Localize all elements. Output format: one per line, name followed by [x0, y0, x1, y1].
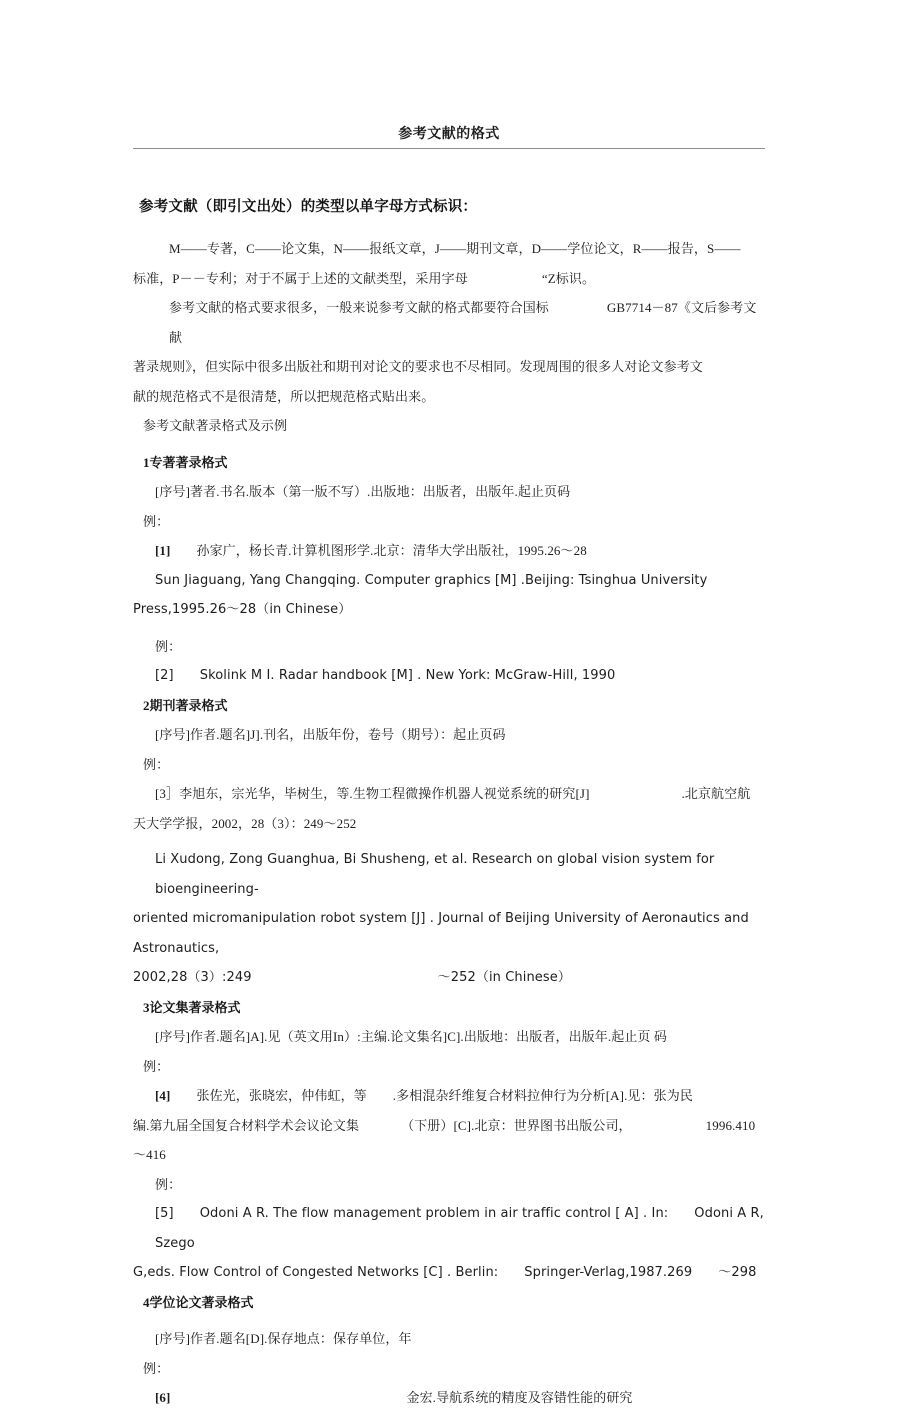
spacer-block	[133, 441, 767, 448]
spacer-block	[133, 1317, 767, 1324]
reference-4-line-2-part-c: 1996.410～416	[133, 1117, 756, 1162]
intro-para-line-1-part-b: GB7714－87《文后参考文献	[169, 300, 757, 345]
reference-3-en-line-3	[133, 963, 767, 993]
intro-para-line-2: 著录规则》，但实际中很多出版社和期刊对论文的要求也不尽相同。发现周围的很多人对论文参考文	[133, 359, 703, 374]
reference-6-number: [6]	[155, 1390, 171, 1405]
intro-para-line-3: 献的规范格式不是很清楚，所以把规范格式贴出来。	[133, 388, 435, 404]
intro-para-line-1	[133, 293, 767, 352]
intro-para-line-1-part-a: 参考文献的格式要求很多，一般来说参考文献的格式都要符合国标	[169, 300, 549, 315]
reference-4-line-2	[133, 1111, 767, 1170]
reference-2	[133, 661, 767, 691]
spacer-block	[133, 838, 767, 845]
reference-6	[133, 1383, 767, 1413]
reference-3-en-line-1: Li Xudong, Zong Guanghua, Bi Shusheng, et al. Research on global vision system for bioengineering-	[155, 852, 719, 897]
reference-4-line-1-part-b: .多相混杂纤维复合材料拉伸行为分析[A].见：张为民	[392, 1088, 693, 1103]
section-1-heading: 1专著著录格式	[143, 454, 228, 470]
reference-3-line-1-part-b: .北京航空航	[681, 786, 751, 801]
section-4-heading: 4学位论文著录格式	[143, 1294, 254, 1310]
section-1-example-label-2: 例：	[155, 638, 182, 654]
types-line-2	[133, 264, 767, 294]
reference-5-number: [5]	[155, 1206, 174, 1221]
reference-5-line-1-part-a: Odoni A R. The flow management problem in air traffic control [ A] . In:	[199, 1206, 669, 1221]
section-3-heading: 3论文集著录格式	[143, 999, 241, 1015]
section-2-pattern: [序号]作者.题名]J].刊名，出版年份，卷号（期号）：起止页码	[155, 727, 506, 742]
spacer-block	[133, 625, 767, 632]
page-title: 参考文献的格式	[398, 126, 500, 142]
document-body	[133, 196, 767, 1413]
reference-1-en-line-1: Sun Jiaguang, Yang Changqing. Computer graphics [M] .Beijing: Tsinghua University	[155, 572, 708, 588]
reference-3-en-line-2: oriented micromanipulation robot system [J] . Journal of Beijing University of Aeronautics and Astronautics,	[133, 911, 754, 956]
reference-5-line-2-part-a: G,eds. Flow Control of Congested Networks [C] . Berlin:	[133, 1265, 499, 1280]
section-4-pattern: [序号]作者.题名[D].保存地点：保存单位，年	[155, 1331, 412, 1346]
section-2-example-label: 例：	[143, 756, 170, 772]
reference-1	[133, 536, 767, 566]
section-2-heading: 2期刊著录格式	[143, 697, 228, 713]
reference-2-number: [2]	[155, 668, 174, 683]
reference-3-en-line-3-part-b: ～252（in Chinese）	[437, 970, 571, 985]
reference-1-en-line-2: Press,1995.26～28（in Chinese）	[133, 602, 352, 617]
reference-5-line-2-part-c: ～298	[718, 1265, 757, 1280]
section-3-example-label-2: 例：	[155, 1176, 182, 1192]
reference-3-en-line-3-part-a: 2002,28（3）:249	[133, 970, 252, 985]
section-heading-types: 参考文献（即引文出处）的类型以单字母方式标识：	[139, 199, 478, 215]
section-3-pattern: [序号]作者.题名]A].见（英文用In）:主编.论文集名]C].出版地：出版者，出版年.起止页 码	[155, 1029, 667, 1044]
reference-4-number: [4]	[155, 1088, 171, 1103]
section-1-pattern: [序号]著者.书名.版本（第一版不写）.出版地：出版者，出版年.起止页码	[155, 484, 571, 499]
reference-5-line-1-part-b: Odoni A R, Szego	[155, 1206, 769, 1251]
reference-6-text: 金宏.导航系统的精度及容错性能的研究	[406, 1390, 633, 1405]
reference-5-line-1	[133, 1199, 767, 1258]
reference-3-line-1	[133, 779, 767, 809]
reference-1-number: [1]	[155, 543, 171, 558]
formats-and-examples-label: 参考文献著录格式及示例	[143, 418, 288, 433]
reference-2-text: Skolink M I. Radar handbook [M] . New York: McGraw-Hill, 1990	[199, 668, 616, 683]
reference-1-text: 孙家广，杨长青.计算机图形学.北京：清华大学出版社，1995.26～28	[196, 543, 587, 558]
reference-4-line-2-part-a: 编.第九届全国复合材料学术会议论文集	[133, 1117, 360, 1133]
section-4-example-label: 例：	[143, 1360, 170, 1376]
types-line-1: M——专著，C——论文集，N——报纸文章，J——期刊文章，D——学位论文，R——报告，S——	[169, 241, 741, 256]
reference-5-line-2-part-b: Springer-Verlag,1987.269	[524, 1265, 693, 1280]
types-line-2-part-a: 标准，P－－专利；对于不属于上述的文献类型，采用字母	[133, 270, 468, 286]
title-divider	[133, 148, 765, 149]
reference-4-line-1	[133, 1081, 767, 1111]
reference-3-line-2: 天大学学报，2002，28（3）：249～252	[133, 815, 357, 831]
reference-5-line-2	[133, 1258, 767, 1288]
reference-4-line-2-part-b: （下册）[C].北京：世界图书出版公司，	[401, 1117, 632, 1133]
reference-3-line-1-part-a: [3］李旭东，宗光华，毕树生，等.生物工程微操作机器人视觉系统的研究[J]	[155, 786, 590, 801]
title-block	[133, 124, 765, 149]
reference-4-line-1-part-a: 张佐光，张晓宏，仲伟虹，等	[196, 1088, 367, 1103]
section-3-example-label-1: 例：	[143, 1058, 170, 1074]
section-1-example-label-1: 例：	[143, 513, 170, 529]
types-line-2-part-b: “Z标识。	[541, 270, 596, 286]
